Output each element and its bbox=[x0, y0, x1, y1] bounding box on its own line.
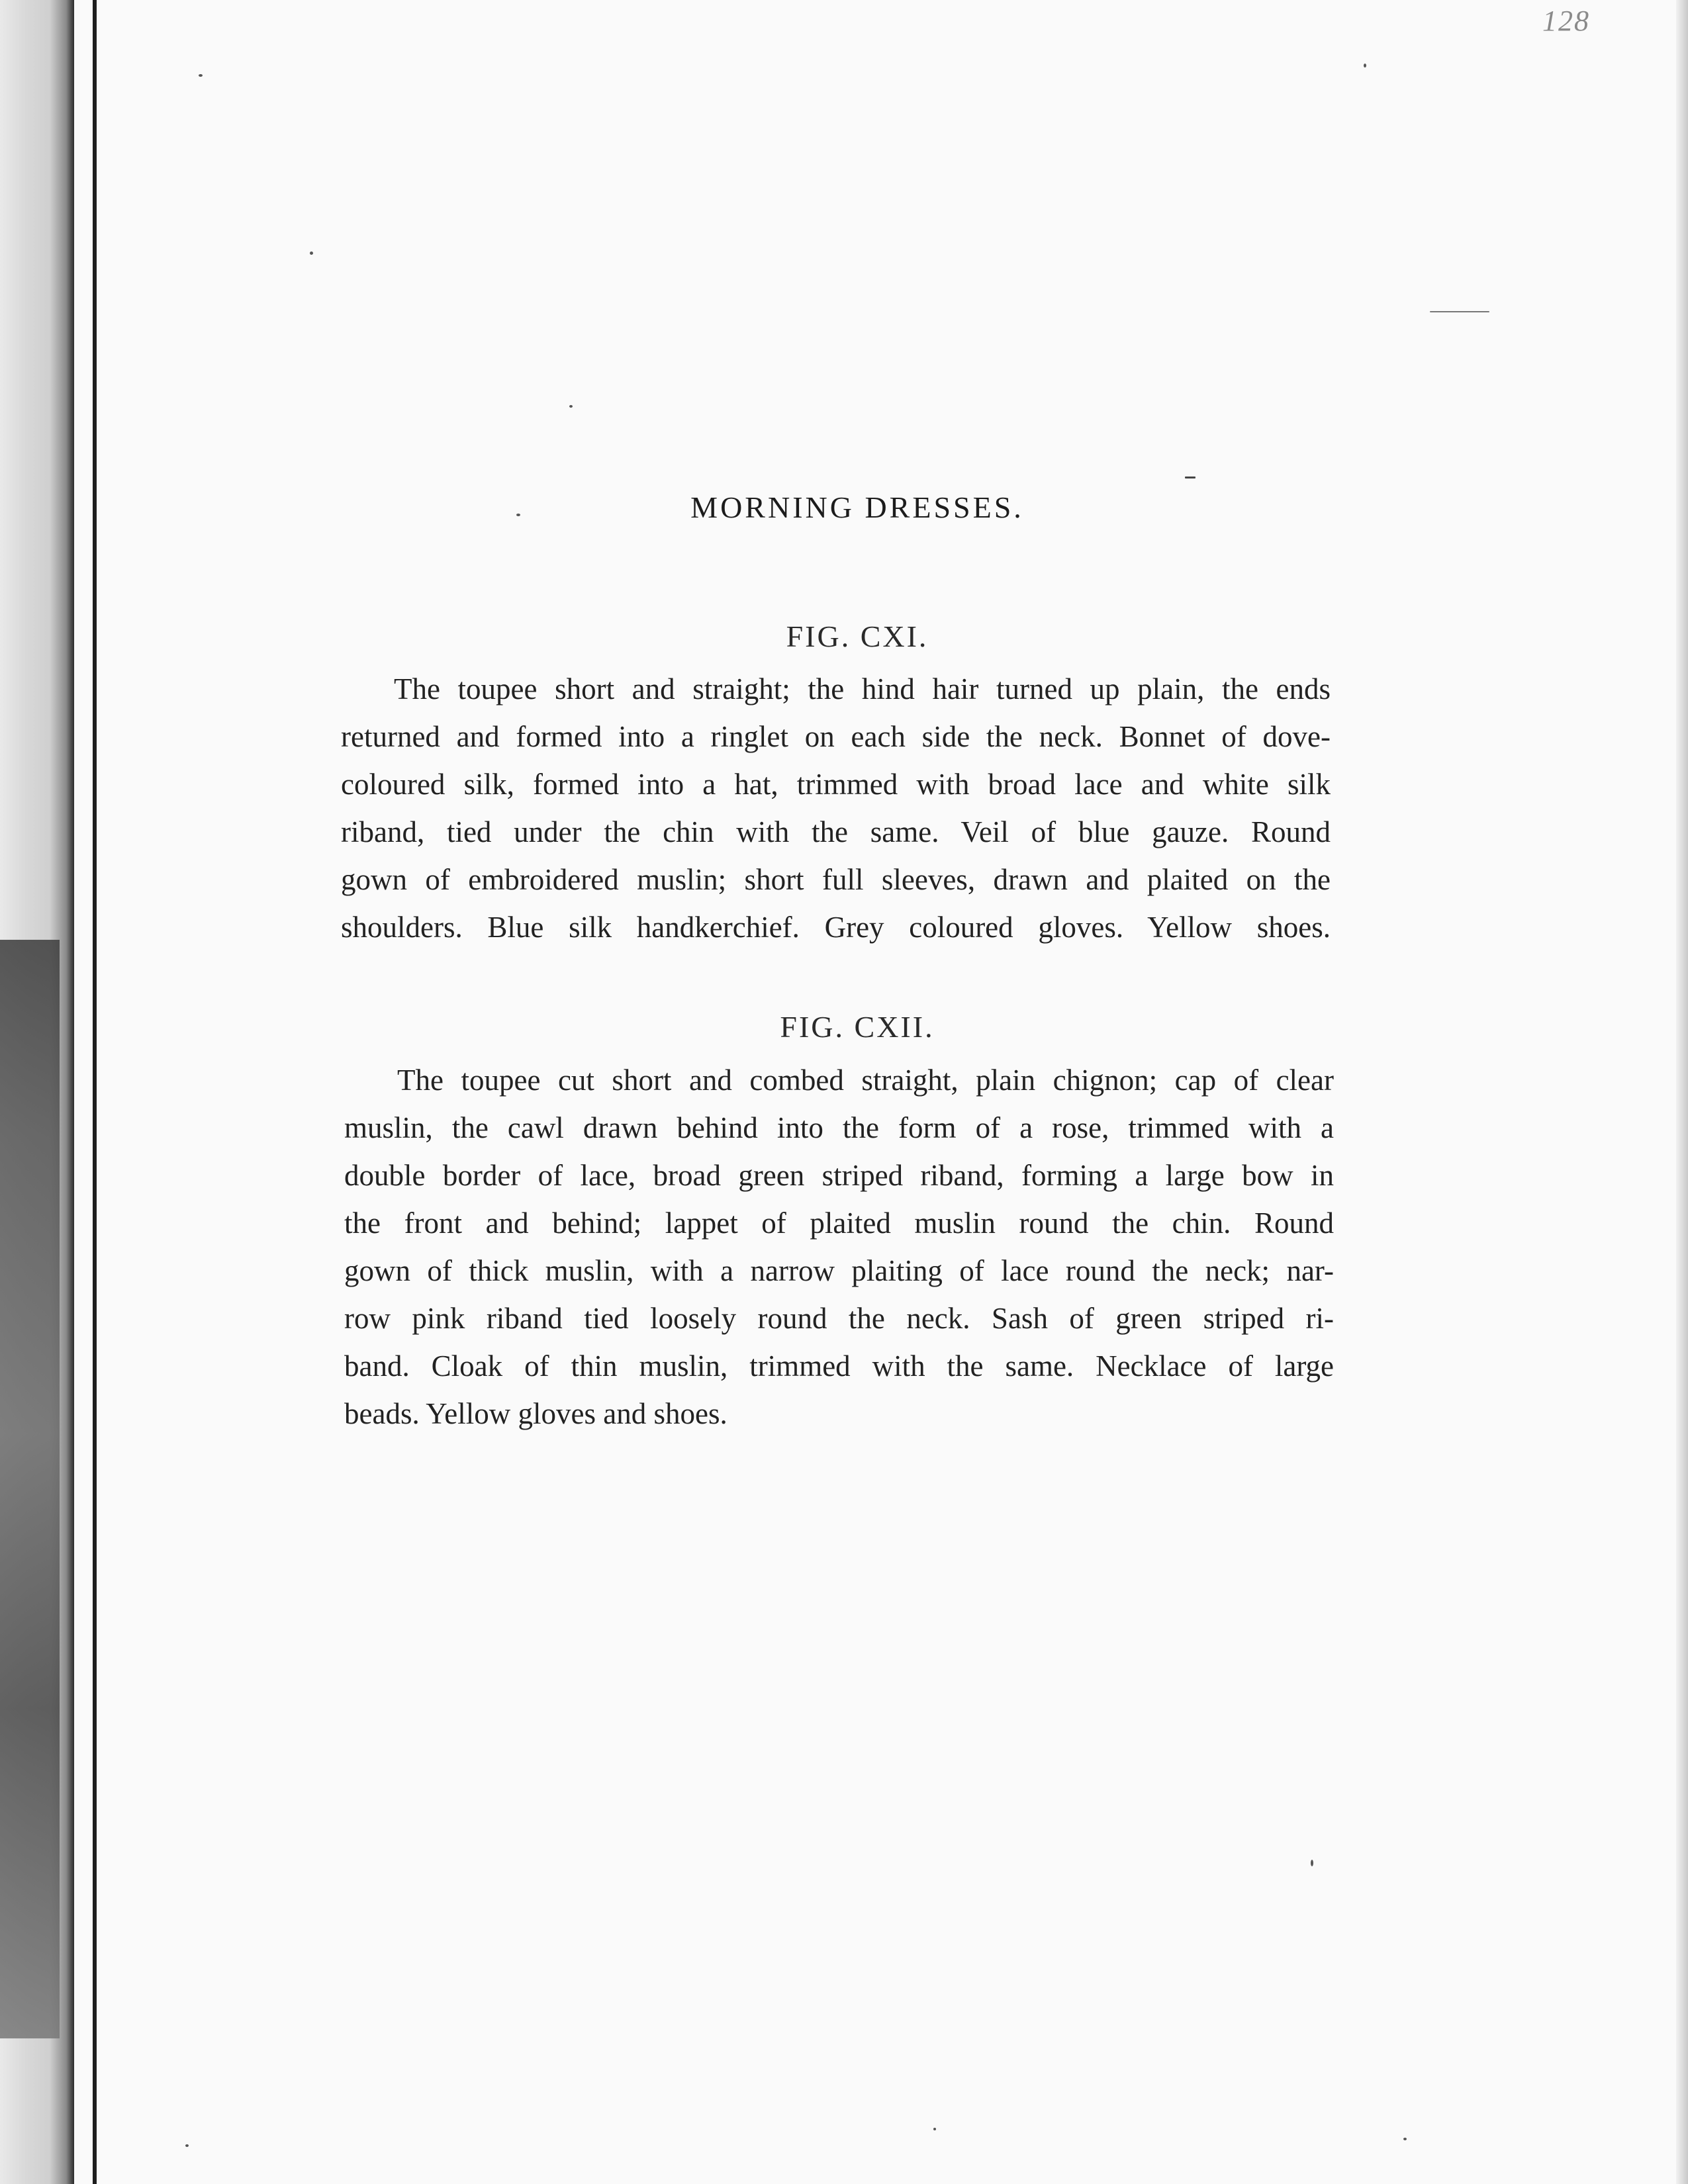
scan-speck bbox=[1364, 64, 1366, 68]
text-line: band. Cloak of thin muslin, trimmed with the same. Necklace of large bbox=[344, 1349, 1334, 1383]
text-line: coloured silk, formed into a hat, trimmed with broad lace and white silk bbox=[341, 768, 1331, 801]
text-line: returned and formed into a ringlet on each side the neck. Bonnet of dove- bbox=[341, 720, 1331, 753]
text-line: row pink riband tied loosely round the neck. Sash of green striped ri- bbox=[344, 1302, 1334, 1335]
scan-speck bbox=[569, 405, 573, 408]
text-line: muslin, the cawl drawn behind into the form of a rose, trimmed with a bbox=[344, 1111, 1334, 1144]
scan-speck bbox=[185, 2144, 189, 2147]
text-line: shoulders. Blue silk handkerchief. Grey coloured gloves. Yellow shoes. bbox=[341, 911, 1331, 944]
text-line: beads. Yellow gloves and shoes. bbox=[344, 1397, 727, 1430]
fig-cxi-description bbox=[341, 665, 1331, 951]
text-line: The toupee cut short and combed straight, plain chignon; cap of clear bbox=[397, 1064, 1334, 1097]
scan-speck bbox=[1430, 311, 1489, 312]
text-line: riband, tied under the chin with the same. Veil of blue gauze. Round bbox=[341, 815, 1331, 848]
fig-cxii-heading: FIG. CXII. bbox=[780, 1010, 935, 1044]
text-line: gown of thick muslin, with a narrow plaiting of lace round the neck; nar- bbox=[344, 1254, 1334, 1287]
text-line: the front and behind; lappet of plaited muslin round the chin. Round bbox=[344, 1206, 1334, 1240]
scan-speck bbox=[310, 251, 313, 255]
text-line: The toupee short and straight; the hind hair turned up plain, the ends bbox=[394, 672, 1331, 705]
text-line: double border of lace, broad green striped riband, forming a large bow in bbox=[344, 1159, 1334, 1192]
binding-stain bbox=[0, 940, 60, 2038]
text-line: gown of embroidered muslin; short full sleeves, drawn and plaited on the bbox=[341, 863, 1331, 896]
scan-speck bbox=[1403, 2138, 1407, 2140]
fig-cxii-description bbox=[344, 1056, 1334, 1437]
page-title: MORNING DRESSES. bbox=[690, 490, 1024, 524]
binding-line bbox=[93, 0, 97, 2184]
scan-speck bbox=[1311, 1860, 1313, 1866]
scan-speck bbox=[199, 74, 203, 77]
scan-speck bbox=[1185, 477, 1196, 478]
fig-cxi-heading: FIG. CXI. bbox=[786, 619, 929, 653]
scan-speck bbox=[933, 2128, 936, 2130]
page-number: 128 bbox=[1542, 5, 1590, 37]
right-page-edge bbox=[1676, 0, 1688, 2184]
